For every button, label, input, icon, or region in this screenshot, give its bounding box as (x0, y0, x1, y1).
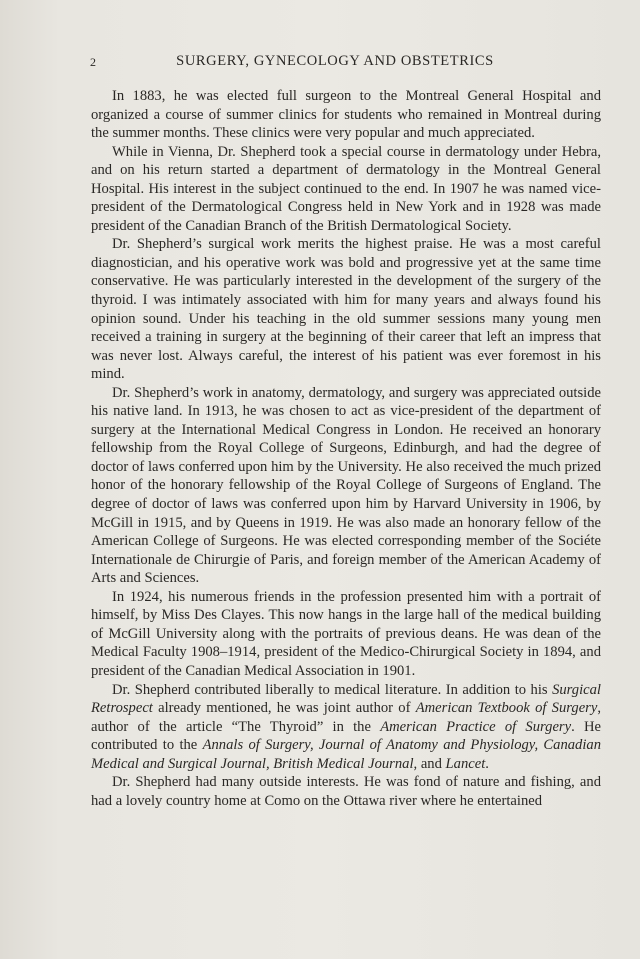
paragraph (91, 773, 601, 810)
paragraph (91, 235, 601, 383)
paragraph (91, 87, 601, 143)
text-run: Dr. Shepherd’s surgical work merits the highest praise. He was a most careful diagnostician, and his operative work was bold and progressive yet at the same time conservative. He was particularly interested in the development of the surgery of the thyroid. I was intimately associated with him for many years and always found his opinion sound. Under his teaching in the old summer sessions many young men received a training in surgery at the beginning of their career that left an impress that was never lost. Always careful, the interest of his patient was ever foremost in his mind. (91, 236, 601, 383)
text-run: In 1883, he was elected full surgeon to the Montreal General Hospital and organized a course of summer clinics for students who remained in Montreal during the summer months. These clinics were very popular and much appreciated. (91, 88, 601, 142)
paragraph (91, 384, 601, 588)
paragraph (91, 588, 601, 681)
text-run: . He contributed to the (91, 718, 601, 754)
italic-title: American Practice of Surgery (380, 718, 572, 735)
paragraph (91, 681, 601, 774)
running-title: SURGERY, GYNECOLOGY AND OBSTETRICS (176, 53, 494, 69)
text-run: , author of the article “The Thyroid” in the (91, 700, 601, 735)
text-run: , and (413, 755, 446, 772)
text-run: While in Vienna, Dr. Shepherd took a special course in dermatology under Hebra, and on his return started a department of dermatology in the Montreal General Hospital. His interest in the subject continued to the end. In 1907 he was named vice-president of the Dermatological Congress held in New York and in 1928 was made president of the Canadian Branch of the British Dermatological Society. (91, 143, 601, 234)
text-run: Dr. Shepherd had many outside interests. He was fond of nature and fishing, and had a lovely country home at Como on the Ottawa river where he entertained (91, 774, 601, 809)
text-run: In 1924, his numerous friends in the profession presented him with a portrait of himself, by Miss Des Clayes. This now hangs in the large hall of the medical building of McGill University along with the portraits of previous deans. He was dean of the Medical Faculty 1908–1914, president of the Medico-Chirurgical Society in 1894, and president of the Canadian Medical Association in 1901. (91, 588, 601, 679)
running-header (90, 53, 580, 73)
italic-title: Surgical Retrospect (91, 681, 601, 717)
paragraph (91, 143, 601, 236)
text-run: Dr. Shepherd contributed liberally to medical literature. In addition to his (112, 681, 553, 698)
text-run: . (485, 755, 489, 772)
italic-title: American Textbook of Surgery (415, 700, 598, 717)
italic-title: Lancet (445, 755, 486, 772)
text-run: already mentioned, he was joint author of (152, 700, 416, 717)
page-number: 2 (90, 55, 97, 69)
body-text (91, 87, 601, 810)
italic-title: Annals of Surgery, Journal of Anatomy and Physiology, Canadian Medical and Surgical Journal, British Medical Journal (91, 737, 601, 772)
text-run: Dr. Shepherd’s work in anatomy, dermatology, and surgery was appreciated outside his native land. In 1913, he was chosen to act as vice-president of the department of surgery at the International Medical Congress in London. He received an honorary fellowship from the Royal College of Surgeons, Edinburgh, and had the degree of doctor of laws conferred upon him by the University. He also received the much prized honor of the honorary fellowship of the Royal College of Surgeons of England. The degree of doctor of laws was conferred upon him by Harvard University in 1906, by McGill in 1915, and by Queens in 1919. He was also made an honorary fellow of the American College of Surgeons. He was elected corresponding member of the Sociéte Internationale de Chirurgie of Paris, and foreign member of the American Academy of Arts and Sciences. (91, 384, 601, 587)
